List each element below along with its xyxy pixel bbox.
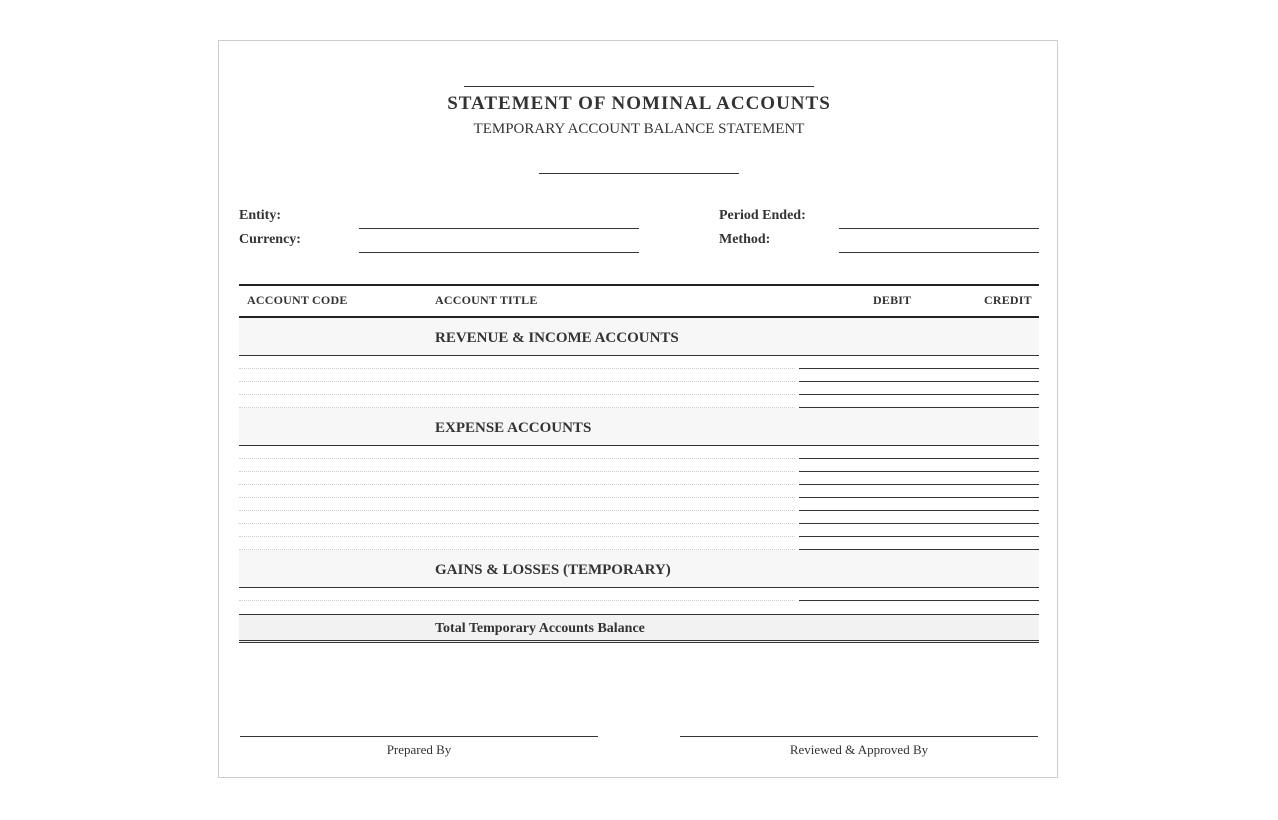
prepared-by-line[interactable]	[240, 736, 598, 737]
table-top-rule	[239, 284, 1039, 286]
method-label: Method:	[719, 232, 771, 247]
header-account-code: ACCOUNT CODE	[247, 293, 348, 307]
section-label: REVENUE & INCOME ACCOUNTS	[435, 330, 679, 346]
table-row[interactable]	[239, 446, 1039, 459]
entity-field[interactable]	[359, 228, 639, 229]
date-line[interactable]	[539, 173, 739, 174]
table-row[interactable]	[239, 537, 1039, 550]
section-expenses	[239, 408, 1039, 446]
table-row[interactable]	[239, 395, 1039, 408]
header-rule	[464, 86, 814, 87]
statement-sheet	[218, 40, 1058, 778]
table-row[interactable]	[239, 356, 1039, 369]
table-row[interactable]	[239, 472, 1039, 485]
total-row	[239, 614, 1039, 643]
header-credit: CREDIT	[984, 293, 1032, 307]
section-revenue	[239, 318, 1039, 356]
reviewed-by-line[interactable]	[680, 736, 1038, 737]
reviewed-by-label: Reviewed & Approved By	[789, 742, 929, 757]
currency-field[interactable]	[359, 252, 639, 253]
table-row[interactable]	[239, 511, 1039, 524]
currency-label: Currency:	[239, 232, 301, 247]
table-row[interactable]	[239, 588, 1039, 601]
header-account-title: ACCOUNT TITLE	[435, 293, 538, 307]
header-debit: DEBIT	[873, 293, 912, 307]
method-field[interactable]	[839, 252, 1039, 253]
table-row[interactable]	[239, 498, 1039, 511]
table-row[interactable]	[239, 382, 1039, 395]
document-subtitle: TEMPORARY ACCOUNT BALANCE STATEMENT	[473, 121, 805, 137]
entity-label: Entity:	[239, 208, 281, 223]
total-label: Total Temporary Accounts Balance	[435, 621, 645, 636]
document-title: STATEMENT OF NOMINAL ACCOUNTS	[447, 93, 831, 114]
section-gains-losses	[239, 550, 1039, 588]
table-row[interactable]	[239, 485, 1039, 498]
section-label: EXPENSE ACCOUNTS	[435, 420, 592, 436]
prepared-by-label: Prepared By	[386, 742, 452, 757]
period-ended-label: Period Ended:	[719, 208, 806, 223]
table-row[interactable]	[239, 459, 1039, 472]
section-label: GAINS & LOSSES (TEMPORARY)	[435, 562, 671, 578]
period-ended-field[interactable]	[839, 228, 1039, 229]
table-row[interactable]	[239, 524, 1039, 537]
table-row[interactable]	[239, 369, 1039, 382]
